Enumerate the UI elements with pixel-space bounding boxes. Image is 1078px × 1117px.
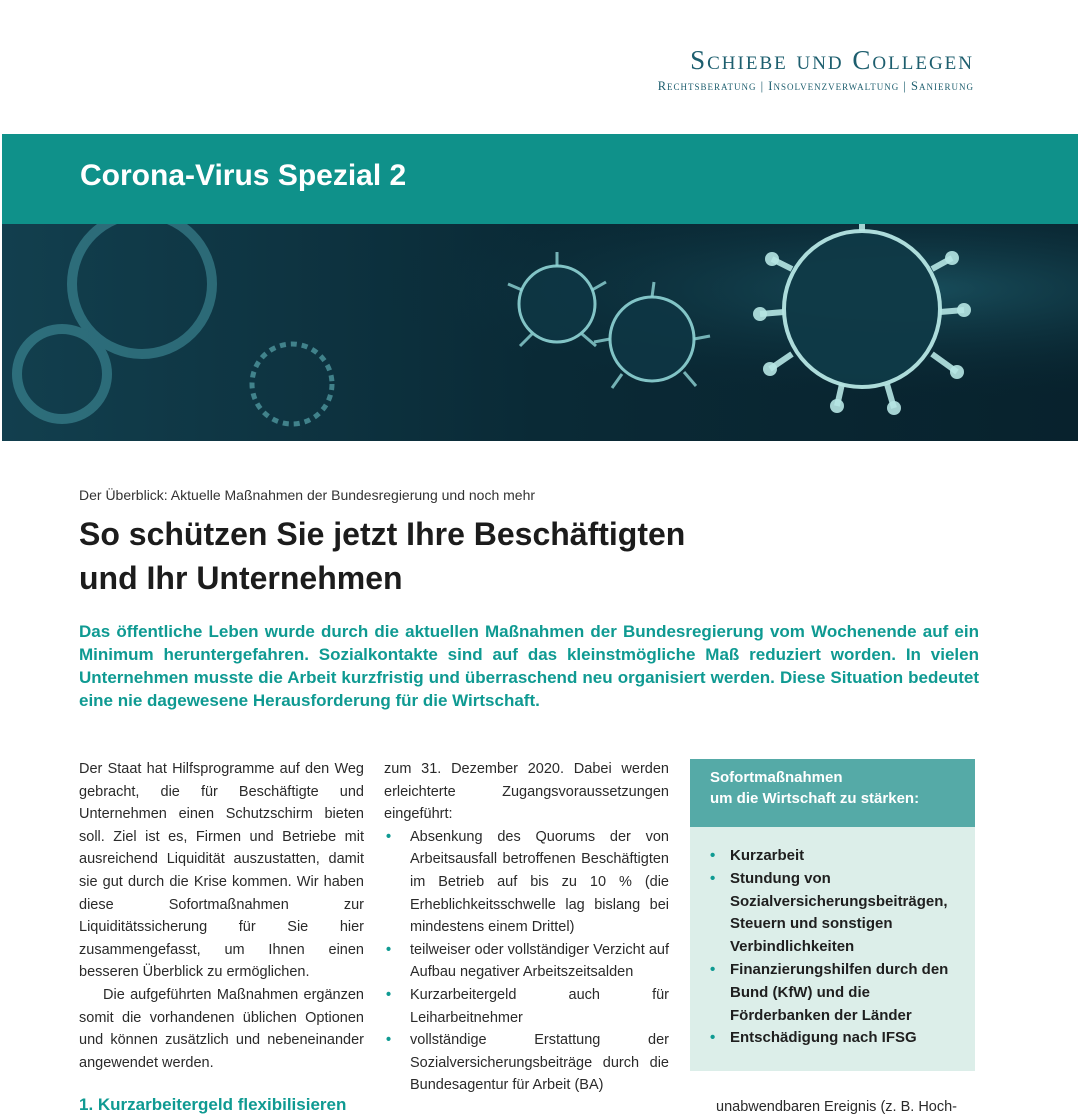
col1-paragraph-1: Der Staat hat Hilfsprogramme auf den Weg gebracht, die für Beschäftigte und Unternehmen einen Schutzschirm bieten soll. Ziel ist es, Firmen und Betriebe mit ausreichend Liquidität auszustatten, damit sie gut durch die Krise kommen. Wir haben diese Sofortmaßnahmen zur Liquiditätssicherung für Sie hier zusammengefasst, um Ihnen einen besseren Überblick zu ermöglichen. [79, 761, 364, 981]
text-column-1 [79, 758, 364, 1074]
headline-line-2: und Ihr Unternehmen [79, 560, 403, 596]
banner-title: Corona-Virus Spezial 2 [80, 159, 407, 192]
measures-list [690, 827, 975, 1050]
title-banner [2, 134, 1078, 224]
article-kicker: Der Überblick: Aktuelle Maßnahmen der Bundesregierung und noch mehr [79, 487, 536, 503]
measures-box-heading [690, 759, 975, 827]
col1-paragraph-2: Die aufgeführten Maßnahmen ergänzen somit die vorhandenen üblichen Optionen und können zusätzlich und nebeneinander angewendet werden. [79, 986, 364, 1071]
list-item: • Stundung von Sozialversicherungsbeiträgen, Steuern und sonstigen Verbindlichkeiten [710, 868, 961, 959]
col2-bullet-list [384, 826, 669, 1097]
section-1-heading: 1. Kurzarbeitergeld flexibilisieren [79, 1095, 347, 1114]
list-item: • Entschädigung nach IFSG [710, 1027, 961, 1050]
measures-box [690, 759, 975, 1071]
text-column-2 [384, 758, 669, 1097]
article-headline [79, 512, 979, 600]
box-heading-line-2: um die Wirtschaft zu stärken: [710, 790, 920, 807]
list-item: • Kurzarbeitergeld auch für Leiharbeitnehmer [384, 984, 669, 1029]
list-item: • Finanzierungshilfen durch den Bund (KfW) und die Förderbanken der Länder [710, 959, 961, 1027]
list-item: • Absenkung des Quorums der von Arbeitsausfall betroffenen Beschäftigten im Betrieb auf bis zu 10 % (die Erheblichkeitsschwelle lag bislang bei mindestens einem Drittel) [384, 826, 669, 939]
box-heading-line-1: Sofortmaßnahmen [710, 769, 843, 786]
brand-name: Schiebe und Collegen [690, 45, 974, 75]
col3-continuation-text: unabwendbaren Ereignis (z. B. Hoch- [716, 1099, 957, 1115]
list-item: • teilweiser oder vollständiger Verzicht auf Aufbau negativer Arbeitszeitsalden [384, 939, 669, 984]
headline-line-1: So schützen Sie jetzt Ihre Beschäftigten [79, 516, 686, 552]
list-item: • Kurzarbeit [710, 845, 961, 868]
hero-virus-image [2, 224, 1078, 441]
virus-illustration [2, 224, 1078, 441]
article-lead: Das öffentliche Leben wurde durch die aktuellen Maßnahmen der Bundesregierung vom Wochenende auf ein Minimum heruntergefahren. Sozialkontakte sind auf das kleinstmögliche Maß reduziert worden. In vielen Unternehmen musste die Arbeit kurzfristig und überraschend neu organisiert werden. Diese Situation bedeutet eine nie dagewesene Herausforderung für die Wirtschaft. [79, 622, 979, 710]
col2-intro: zum 31. Dezember 2020. Dabei werden erleichterte Zugangsvoraussetzungen eingeführt: [384, 761, 669, 823]
list-item: • vollständige Erstattung der Sozialversicherungsbeiträge durch die Bundesagentur für Arbeit (BA) [384, 1029, 669, 1097]
brand-logo [658, 44, 974, 94]
brand-tagline: Rechtsberatung | Insolvenzverwaltung | Sanierung [657, 79, 974, 93]
